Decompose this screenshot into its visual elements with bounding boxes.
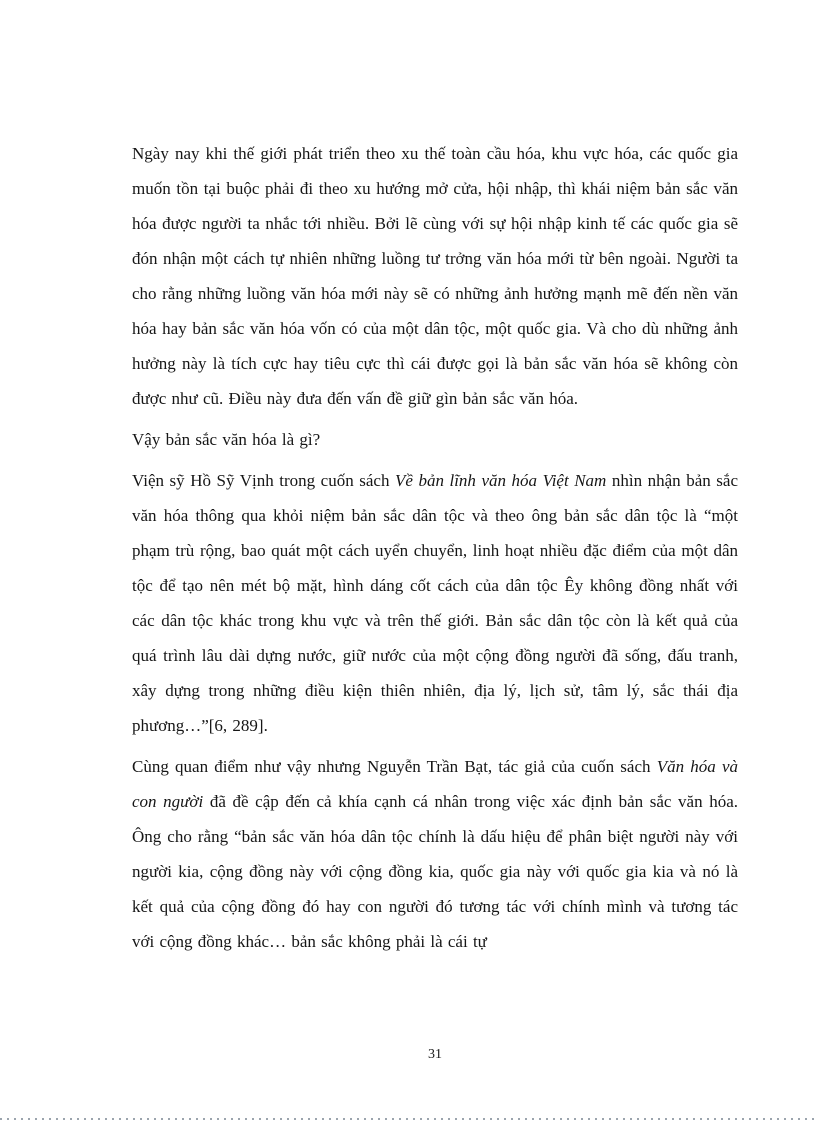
text-run: Viện sỹ Hồ Sỹ Vịnh trong cuốn sách: [132, 471, 395, 490]
book-title-italic: Về bản lĩnh văn hóa Việt Nam: [394, 471, 607, 490]
page-number: 31: [428, 1047, 442, 1062]
paragraph: [132, 749, 738, 959]
text-run: đã đề cập đến cả khía cạnh cá nhân trong việc xác định bản sắc văn hóa. Ông cho rằng “bản sắc văn hóa dân tộc chính là dấu hiệu để phân biệt người này với người kia, cộng đồng này với cộng đồng kia, quốc gia này với quốc gia kia và nó là kết quả của cộng đồng đó hay con người đó tương tác với chính mình và tương tác với cộng đồng khác… bản sắc không phải là cái tự: [132, 792, 738, 951]
text-run: nhìn nhận bản sắc văn hóa thông qua khỏi niệm bản sắc dân tộc và theo ông bản sắc dân tộc là “một phạm trù rộng, bao quát một cách uyển chuyển, linh hoạt nhiều đặc điểm của một dân tộc để tạo nên mét bộ mặt, hình dáng cốt cách của dân tộc Êy không đồng nhất với các dân tộc khác trong khu vực và trên thế giới. Bản sắc dân tộc còn là kết quả của quá trình lâu dài dựng nước, giữ nước của một cộng đồng người đã sống, đấu tranh, xây dựng trong những điều kiện thiên nhiên, địa lý, lịch sử, tâm lý, sắc thái địa phương…”[6, 289].: [132, 471, 738, 735]
paragraph: [132, 422, 738, 457]
paragraph: [132, 136, 738, 416]
page-boundary-dotted-line: [0, 1118, 816, 1120]
text-run: Ngày nay khi thế giới phát triển theo xu thế toàn cầu hóa, khu vực hóa, các quốc gia muốn tồn tại buộc phải đi theo xu hướng mở cửa, hội nhập, thì khái niệm bản sắc văn hóa được người ta nhắc tới nhiều. Bởi lẽ cùng với sự hội nhập kinh tế các quốc gia sẽ đón nhận một cách tự nhiên những luồng tư trởng văn hóa mới từ bên ngoài. Người ta cho rằng những luồng văn hóa mới này sẽ có những ảnh hưởng mạnh mẽ đến nền văn hóa hay bản sắc văn hóa vốn có của một dân tộc, một quốc gia. Và cho dù những ảnh hưởng này là tích cực hay tiêu cực thì cái được gọi là bản sắc văn hóa sẽ không còn được như cũ. Điều này đưa đến vấn đề giữ gìn bản sắc văn hóa.: [132, 144, 738, 408]
text-run: Vậy bản sắc văn hóa là gì?: [132, 430, 321, 449]
book-title-italic: Văn hóa và con người: [132, 757, 738, 811]
paragraph: [132, 463, 738, 743]
text-run: Cùng quan điểm như vậy nhưng Nguyễn Trần Bạt, tác giả của cuốn sách: [132, 757, 657, 776]
document-body: [132, 136, 738, 965]
